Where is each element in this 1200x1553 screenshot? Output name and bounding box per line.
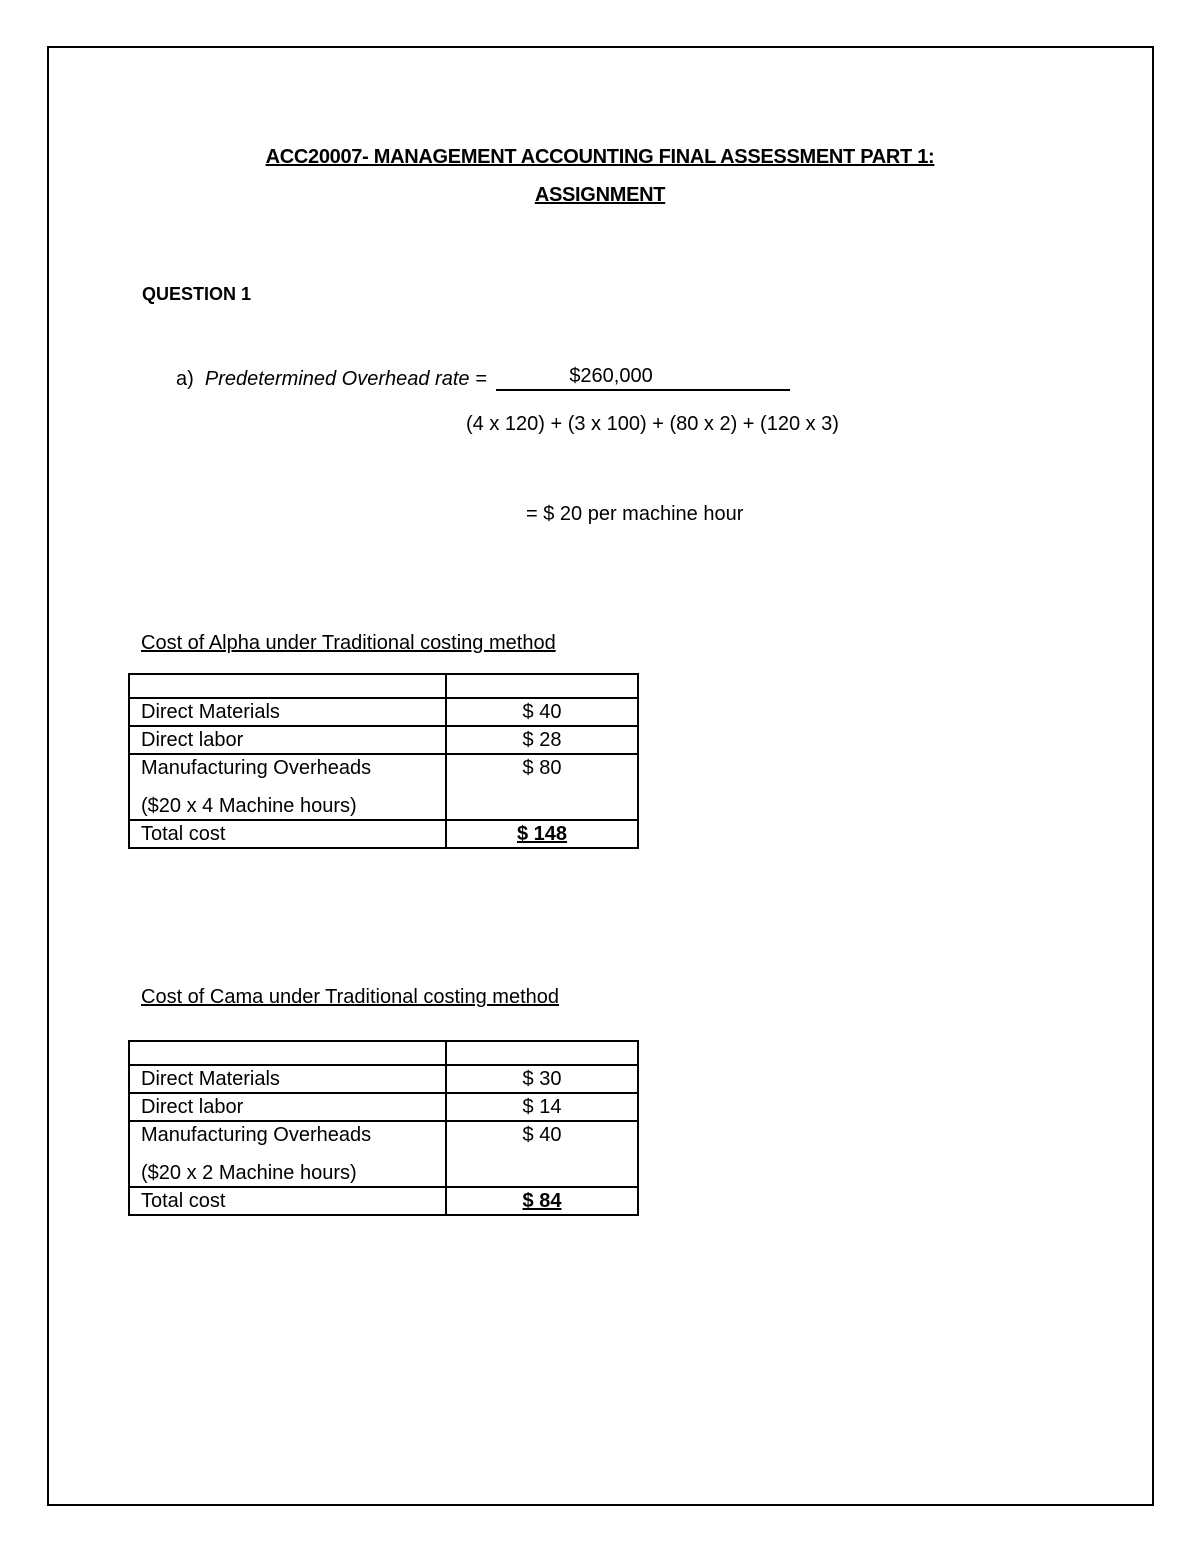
row-value: $ 40 xyxy=(446,1121,638,1187)
formula-result: = $ 20 per machine hour xyxy=(526,503,744,525)
row-label: Total cost xyxy=(129,1187,446,1215)
table-header-row xyxy=(129,674,638,698)
formula-item-label: a) xyxy=(176,368,194,390)
row-label: Manufacturing Overheads xyxy=(141,757,372,779)
total-row xyxy=(129,1187,638,1215)
row-sublabel: ($20 x 2 Machine hours) xyxy=(141,1162,357,1184)
table-cell xyxy=(129,1041,446,1065)
row-label-cell xyxy=(129,754,446,820)
row-value: $ 80 xyxy=(446,754,638,820)
document-title-line-2: ASSIGNMENT xyxy=(534,184,666,206)
row-label: Direct labor xyxy=(129,1093,446,1121)
row-value: $ 28 xyxy=(446,726,638,754)
formula-numerator: $260,000 xyxy=(569,365,653,387)
document-title-line-1: ACC20007- MANAGEMENT ACCOUNTING FINAL ASSESSMENT PART 1: xyxy=(265,146,935,168)
total-value: $ 84 xyxy=(446,1187,638,1215)
alpha-cost-table xyxy=(128,673,639,849)
table-row xyxy=(129,726,638,754)
row-label: Direct Materials xyxy=(129,698,446,726)
row-label-cell xyxy=(129,1121,446,1187)
formula-rate-label: Predetermined Overhead rate = xyxy=(204,368,487,390)
table-row xyxy=(129,698,638,726)
table-row xyxy=(129,1065,638,1093)
row-label: Direct Materials xyxy=(129,1065,446,1093)
table-cell xyxy=(446,674,638,698)
table-row xyxy=(129,1121,638,1187)
table-cell xyxy=(446,1041,638,1065)
row-value: $ 14 xyxy=(446,1093,638,1121)
total-row xyxy=(129,820,638,848)
row-label: Manufacturing Overheads xyxy=(141,1124,372,1146)
formula-fraction-bar xyxy=(496,365,790,391)
overhead-rate-formula xyxy=(176,365,790,391)
row-value: $ 30 xyxy=(446,1065,638,1093)
question-heading: QUESTION 1 xyxy=(142,284,252,304)
cama-table-title: Cost of Cama under Traditional costing method xyxy=(141,986,559,1008)
cama-cost-table xyxy=(128,1040,639,1216)
table-row xyxy=(129,754,638,820)
row-label: Direct labor xyxy=(129,726,446,754)
formula-denominator: (4 x 120) + (3 x 100) + (80 x 2) + (120 x 3) xyxy=(466,413,839,435)
row-sublabel: ($20 x 4 Machine hours) xyxy=(141,795,357,817)
total-value: $ 148 xyxy=(446,820,638,848)
row-label: Total cost xyxy=(129,820,446,848)
alpha-table-title: Cost of Alpha under Traditional costing method xyxy=(141,632,556,654)
table-header-row xyxy=(129,1041,638,1065)
table-cell xyxy=(129,674,446,698)
table-row xyxy=(129,1093,638,1121)
row-value: $ 40 xyxy=(446,698,638,726)
